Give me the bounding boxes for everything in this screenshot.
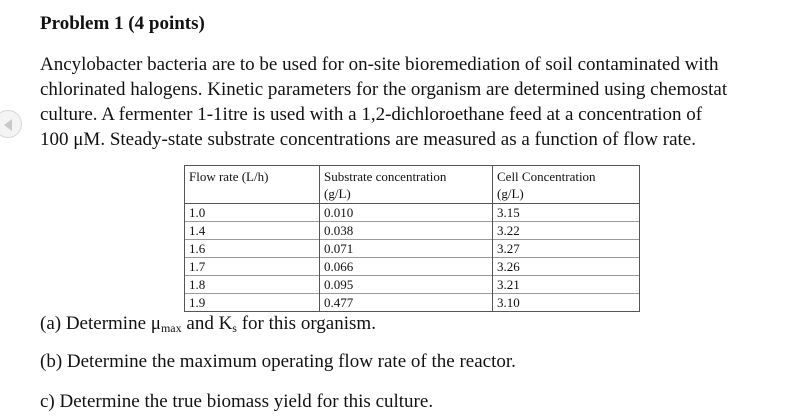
data-table bbox=[184, 165, 640, 312]
intro-line: 100 μM. Steady-state substrate concentrations are measured as a function of flow rate. bbox=[40, 129, 696, 150]
problem-intro bbox=[40, 52, 770, 152]
header-flow-rate-label: Flow rate (L/h) bbox=[189, 169, 269, 184]
cell-flow-rate: 1.9 bbox=[185, 294, 320, 312]
question-a-suffix: for this organism. bbox=[236, 313, 376, 334]
table-row bbox=[185, 204, 640, 222]
header-cell-unit: (g/L) bbox=[497, 186, 524, 201]
cell-flow-rate: 1.8 bbox=[185, 276, 320, 294]
table-row bbox=[185, 222, 640, 240]
cell-substrate: 0.477 bbox=[320, 294, 493, 312]
table-row bbox=[185, 294, 640, 312]
problem-title: Problem 1 (4 points) bbox=[40, 13, 205, 34]
chevron-left-icon bbox=[4, 119, 12, 131]
table-header-row bbox=[185, 166, 640, 204]
cell-flow-rate: 1.0 bbox=[185, 204, 320, 222]
question-a-subscript-s: s bbox=[232, 321, 237, 335]
question-a-prefix: (a) Determine μ bbox=[40, 313, 161, 334]
cell-substrate: 0.071 bbox=[320, 240, 493, 258]
cell-flow-rate: 1.4 bbox=[185, 222, 320, 240]
cell-substrate: 0.095 bbox=[320, 276, 493, 294]
question-a-mid: and K bbox=[181, 313, 233, 334]
question-c: c) Determine the true biomass yield for this culture. bbox=[40, 391, 434, 412]
header-cell-label: Cell Concentration bbox=[497, 169, 596, 184]
cell-cell-conc: 3.21 bbox=[493, 276, 640, 294]
cell-cell-conc: 3.26 bbox=[493, 258, 640, 276]
header-substrate bbox=[320, 166, 493, 204]
header-flow-rate bbox=[185, 166, 320, 204]
cell-substrate: 0.066 bbox=[320, 258, 493, 276]
cell-cell-conc: 3.15 bbox=[493, 204, 640, 222]
header-substrate-unit: (g/L) bbox=[324, 186, 351, 201]
cell-cell-conc: 3.10 bbox=[493, 294, 640, 312]
table-row bbox=[185, 258, 640, 276]
cell-flow-rate: 1.6 bbox=[185, 240, 320, 258]
intro-line: culture. A fermenter 1-1itre is used with a 1,2-dichloroethane feed at a concentration of bbox=[40, 104, 703, 125]
cell-substrate: 0.038 bbox=[320, 222, 493, 240]
table-row bbox=[185, 240, 640, 258]
question-a-subscript-max: max bbox=[160, 321, 182, 335]
cell-flow-rate: 1.7 bbox=[185, 258, 320, 276]
cell-cell-conc: 3.22 bbox=[493, 222, 640, 240]
table-row bbox=[185, 276, 640, 294]
previous-page-button[interactable] bbox=[0, 110, 22, 138]
header-cell bbox=[493, 166, 640, 204]
cell-substrate: 0.010 bbox=[320, 204, 493, 222]
header-substrate-label: Substrate concentration bbox=[324, 169, 447, 184]
intro-line: chlorinated halogens. Kinetic parameters for the organism are determined using chemostat bbox=[40, 79, 728, 100]
question-a bbox=[40, 312, 376, 336]
cell-cell-conc: 3.27 bbox=[493, 240, 640, 258]
intro-line: Ancylobacter bacteria are to be used for on-site bioremediation of soil contaminated with bbox=[40, 54, 719, 75]
question-b: (b) Determine the maximum operating flow rate of the reactor. bbox=[40, 351, 516, 372]
